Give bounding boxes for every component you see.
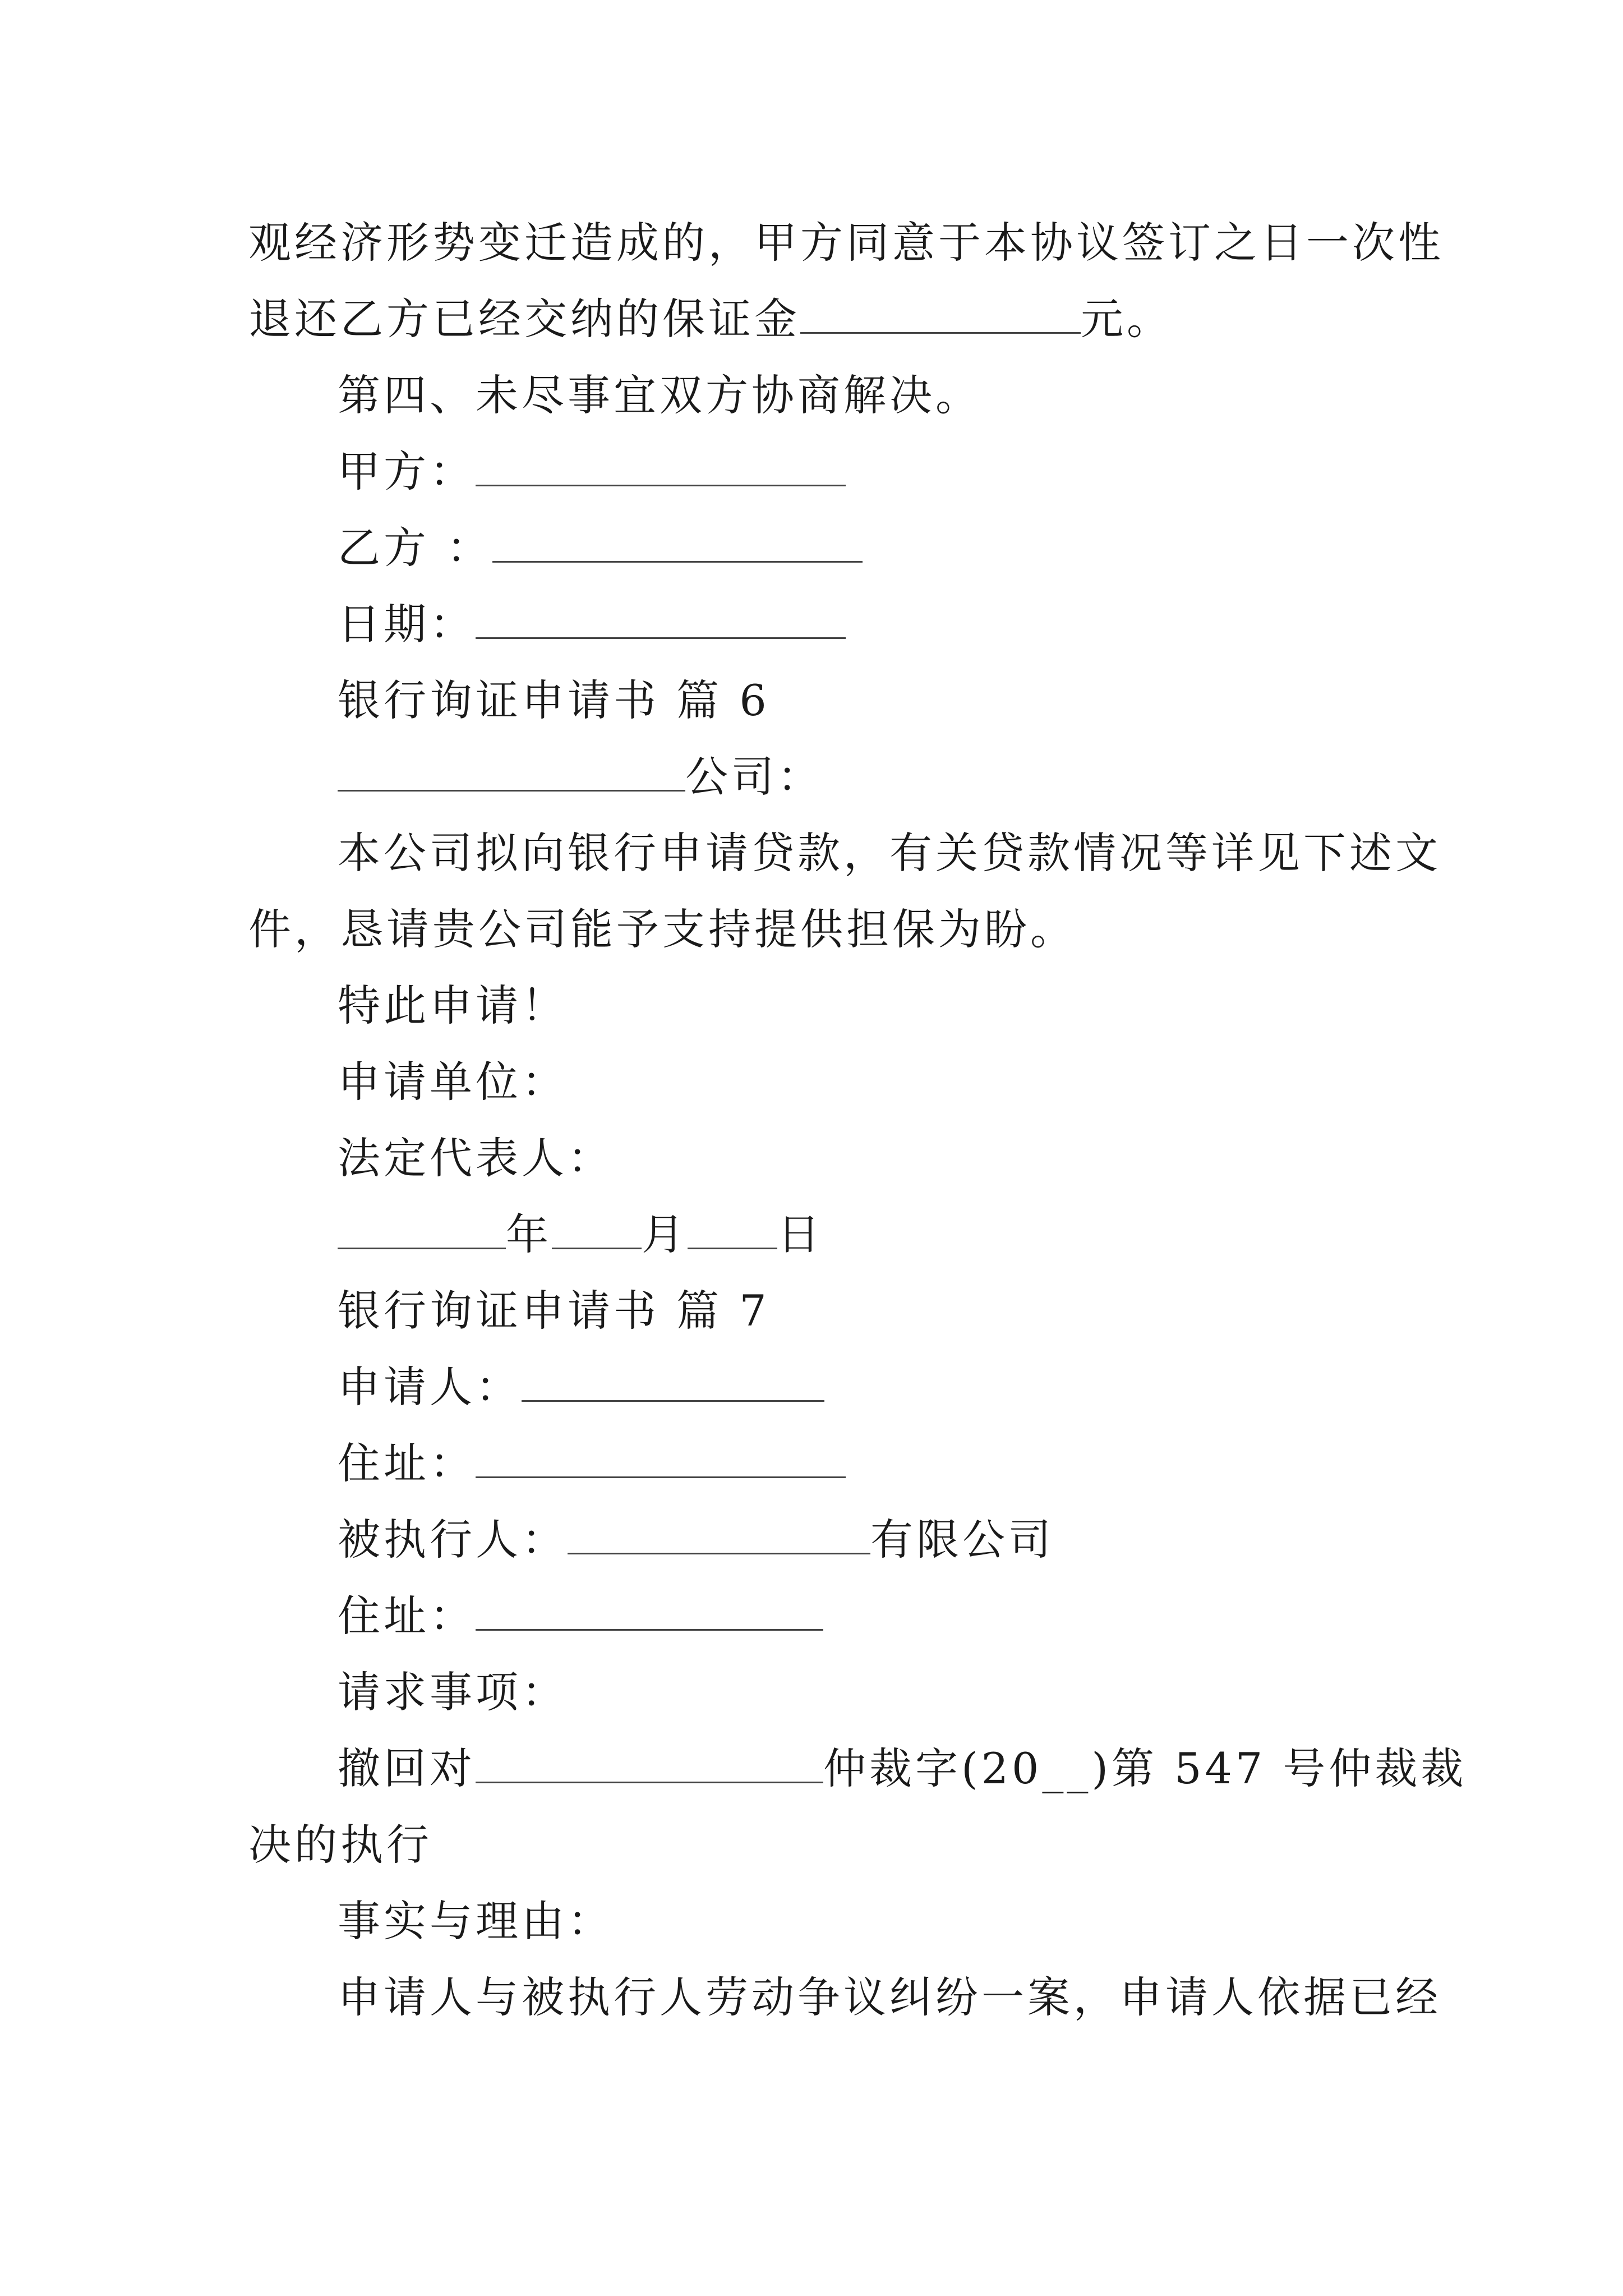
field-label: 申请单位： <box>338 1057 568 1107</box>
address-blank-1 <box>476 1439 846 1478</box>
field-label: 请求事项： <box>338 1667 568 1717</box>
field-label: 甲方： <box>338 447 476 496</box>
arbitration-blank <box>476 1745 823 1783</box>
party-b-line <box>338 523 863 573</box>
address-line-1 <box>338 1438 846 1489</box>
text-line-21 <box>338 1743 1467 1794</box>
field-label: 被执行人： <box>338 1515 568 1565</box>
date-blank <box>476 600 846 639</box>
fill-in-blank <box>800 295 1081 334</box>
paragraph-text: 仲裁字(20__)第 547 号仲裁裁 <box>823 1743 1467 1793</box>
text-line-10 <box>248 904 1076 955</box>
party-a-line <box>338 447 846 497</box>
claims-heading <box>338 1667 568 1718</box>
year-blank <box>338 1211 506 1249</box>
month-blank <box>552 1211 642 1249</box>
month-label: 月 <box>642 1209 688 1259</box>
text-line-2 <box>248 294 1173 344</box>
paragraph-text: 本公司拟向银行申请贷款，有关贷款情况等详见下述文 <box>338 828 1441 878</box>
section-heading-7 <box>338 1286 770 1336</box>
applicant-blank <box>522 1363 824 1402</box>
paragraph-text: 件，恳请贵公司能予支持提供担保为盼。 <box>248 904 1076 954</box>
applicant-unit-line <box>338 1057 568 1107</box>
field-label: 法定代表人： <box>338 1133 614 1183</box>
applicant-line <box>338 1362 824 1412</box>
paragraph-text: 撤回对 <box>338 1743 476 1793</box>
text-line-9 <box>338 828 1441 878</box>
paragraph-text: 第四、未尽事宜双方协商解决。 <box>338 370 981 420</box>
heading-text: 银行询证申请书 篇 7 <box>338 1286 770 1336</box>
legal-rep-line <box>338 1133 614 1184</box>
company-addressee-line <box>338 752 823 802</box>
company-blank <box>338 753 685 792</box>
field-label: 住址： <box>338 1591 476 1641</box>
paragraph-text: 决的执行 <box>248 1820 432 1870</box>
paragraph-text: 特此申请！ <box>338 981 568 1030</box>
text-line-24 <box>338 1972 1441 2023</box>
respondent-blank <box>568 1516 870 1554</box>
paragraph-text: 公司： <box>685 752 823 802</box>
party-b-blank <box>492 524 863 563</box>
text-line-11 <box>338 981 568 1031</box>
date-line <box>338 599 846 650</box>
paragraph-text: 退还乙方已经交纳的保证金 <box>248 294 800 344</box>
field-label: 住址： <box>338 1438 476 1488</box>
field-label: 事实与理由： <box>338 1896 614 1946</box>
address-line-2 <box>338 1591 823 1641</box>
paragraph-text: 观经济形势变迁造成的，甲方同意于本协议签订之日一次性 <box>248 218 1444 268</box>
signing-date-line <box>338 1209 823 1260</box>
paragraph-text: 有限公司 <box>870 1515 1054 1565</box>
field-label: 乙方 ： <box>338 523 493 573</box>
respondent-line <box>338 1515 1054 1565</box>
paragraph-text: 元。 <box>1081 294 1173 344</box>
text-line-22 <box>248 1820 432 1870</box>
party-a-blank <box>476 448 846 486</box>
field-label: 日期： <box>338 599 476 649</box>
section-heading-6 <box>338 675 770 726</box>
text-line-1 <box>248 218 1444 268</box>
address-blank-2 <box>476 1592 823 1631</box>
day-label: 日 <box>777 1209 823 1259</box>
day-blank <box>688 1211 777 1249</box>
facts-heading <box>338 1896 614 1947</box>
heading-text: 银行询证申请书 篇 6 <box>338 675 770 725</box>
text-line-3 <box>338 370 981 421</box>
paragraph-text: 申请人与被执行人劳动争议纠纷一案，申请人依据已经 <box>338 1972 1441 2022</box>
field-label: 申请人： <box>338 1362 522 1412</box>
year-label: 年 <box>506 1209 552 1259</box>
